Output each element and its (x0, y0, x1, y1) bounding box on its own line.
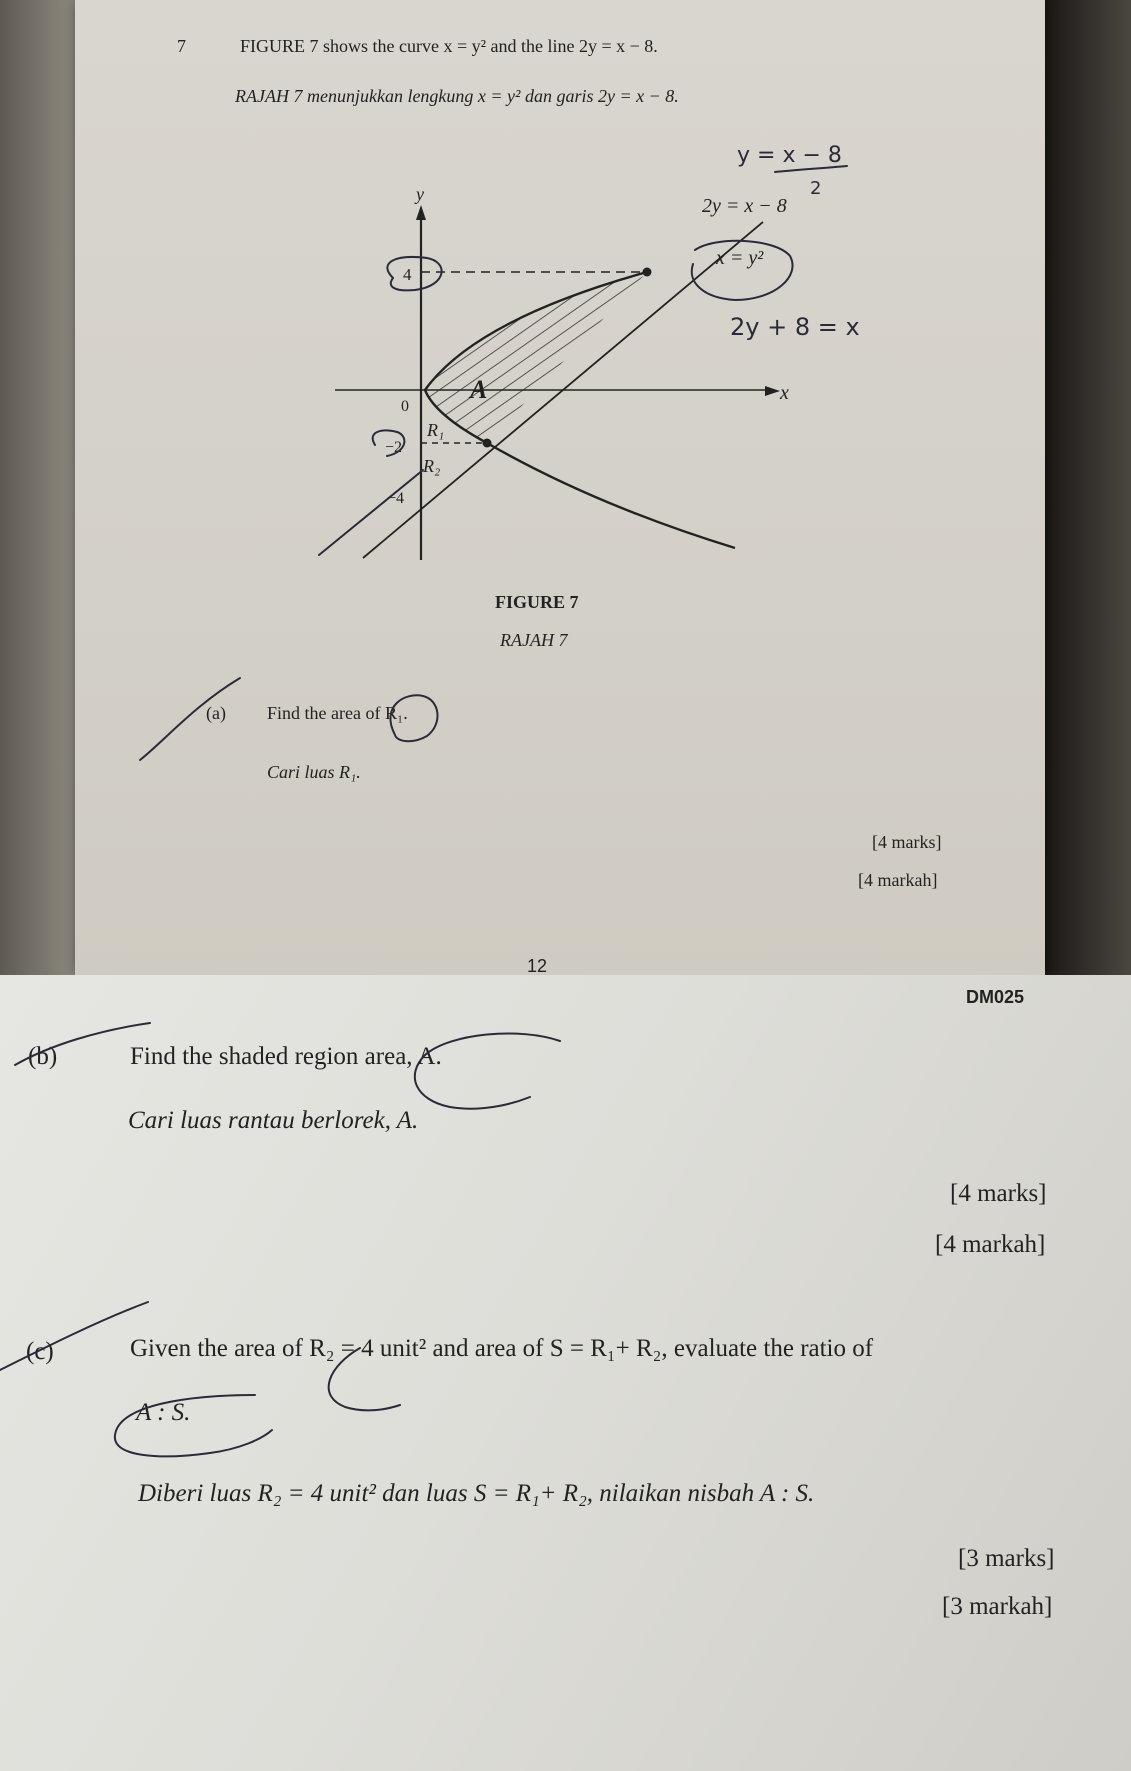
pen-note-1-denominator: 2 (810, 178, 822, 199)
intro-malay: RAJAH 7 menunjukkan lengkung x = y² dan garis 2y = x − 8. (235, 86, 679, 106)
region-r2-label: R₂ (423, 456, 441, 476)
tick-minus-2: −2 (385, 439, 403, 456)
x-axis-label: x (780, 382, 789, 404)
tick-0: 0 (401, 398, 409, 415)
part-b-label: (b) (28, 1043, 58, 1070)
figure-caption-malay: RAJAH 7 (500, 630, 568, 650)
page-number: 12 (527, 956, 548, 975)
region-a-label: A (470, 375, 488, 404)
tick-4: 4 (403, 265, 412, 284)
region-r1-label: R₁ (427, 420, 445, 440)
part-c-marks-english: [3 marks] (958, 1545, 1055, 1572)
course-code: DM025 (966, 987, 1025, 1007)
exam-page-bottom (0, 975, 1131, 1771)
part-b-question-english: Find the shaded region area, A. (130, 1043, 442, 1070)
part-c-label: (c) (26, 1338, 54, 1365)
part-c-question-english-line1: Given the area of R₂ = 4 unit² and area of S = R₁+ R₂, evaluate the ratio of (130, 1335, 874, 1362)
part-c-question-malay: Diberi luas R₂ = 4 unit² dan luas S = R₁+ R₂, nilaikan nisbah A : S. (138, 1480, 815, 1507)
part-b-question-malay: Cari luas rantau berlorek, A. (128, 1107, 419, 1134)
part-c-marks-malay: [3 markah] (942, 1593, 1053, 1620)
left-shadow (0, 0, 75, 975)
pen-note-2: 2y + 8 = x (730, 313, 860, 341)
exam-page-top (75, 0, 1045, 975)
part-a-marks-malay: [4 markah] (858, 870, 938, 890)
pen-marks-part-b-c (0, 975, 1131, 1771)
part-a-question-malay: Cari luas R₁. (267, 762, 361, 782)
part-a-question-english: Find the area of R₁. (267, 703, 408, 723)
part-c-question-english-line2: A : S. (136, 1399, 191, 1426)
right-dark-edge (1045, 0, 1131, 975)
tick-minus-4: −4 (387, 490, 405, 507)
part-b-marks-english: [4 marks] (950, 1180, 1047, 1207)
y-axis-label: y (416, 184, 424, 204)
pen-note-1: y = x − 8 (737, 143, 842, 168)
curve-label: x = y² (716, 247, 764, 269)
part-a-label: (a) (206, 703, 226, 723)
intro-english: FIGURE 7 shows the curve x = y² and the line 2y = x − 8. (240, 36, 658, 56)
part-a-marks-english: [4 marks] (872, 832, 942, 852)
figure-caption-english: FIGURE 7 (495, 592, 579, 612)
line-label: 2y = x − 8 (702, 195, 787, 217)
question-number: 7 (177, 36, 186, 56)
pen-marks-part-a (75, 0, 1045, 975)
part-b-marks-malay: [4 markah] (935, 1231, 1046, 1258)
